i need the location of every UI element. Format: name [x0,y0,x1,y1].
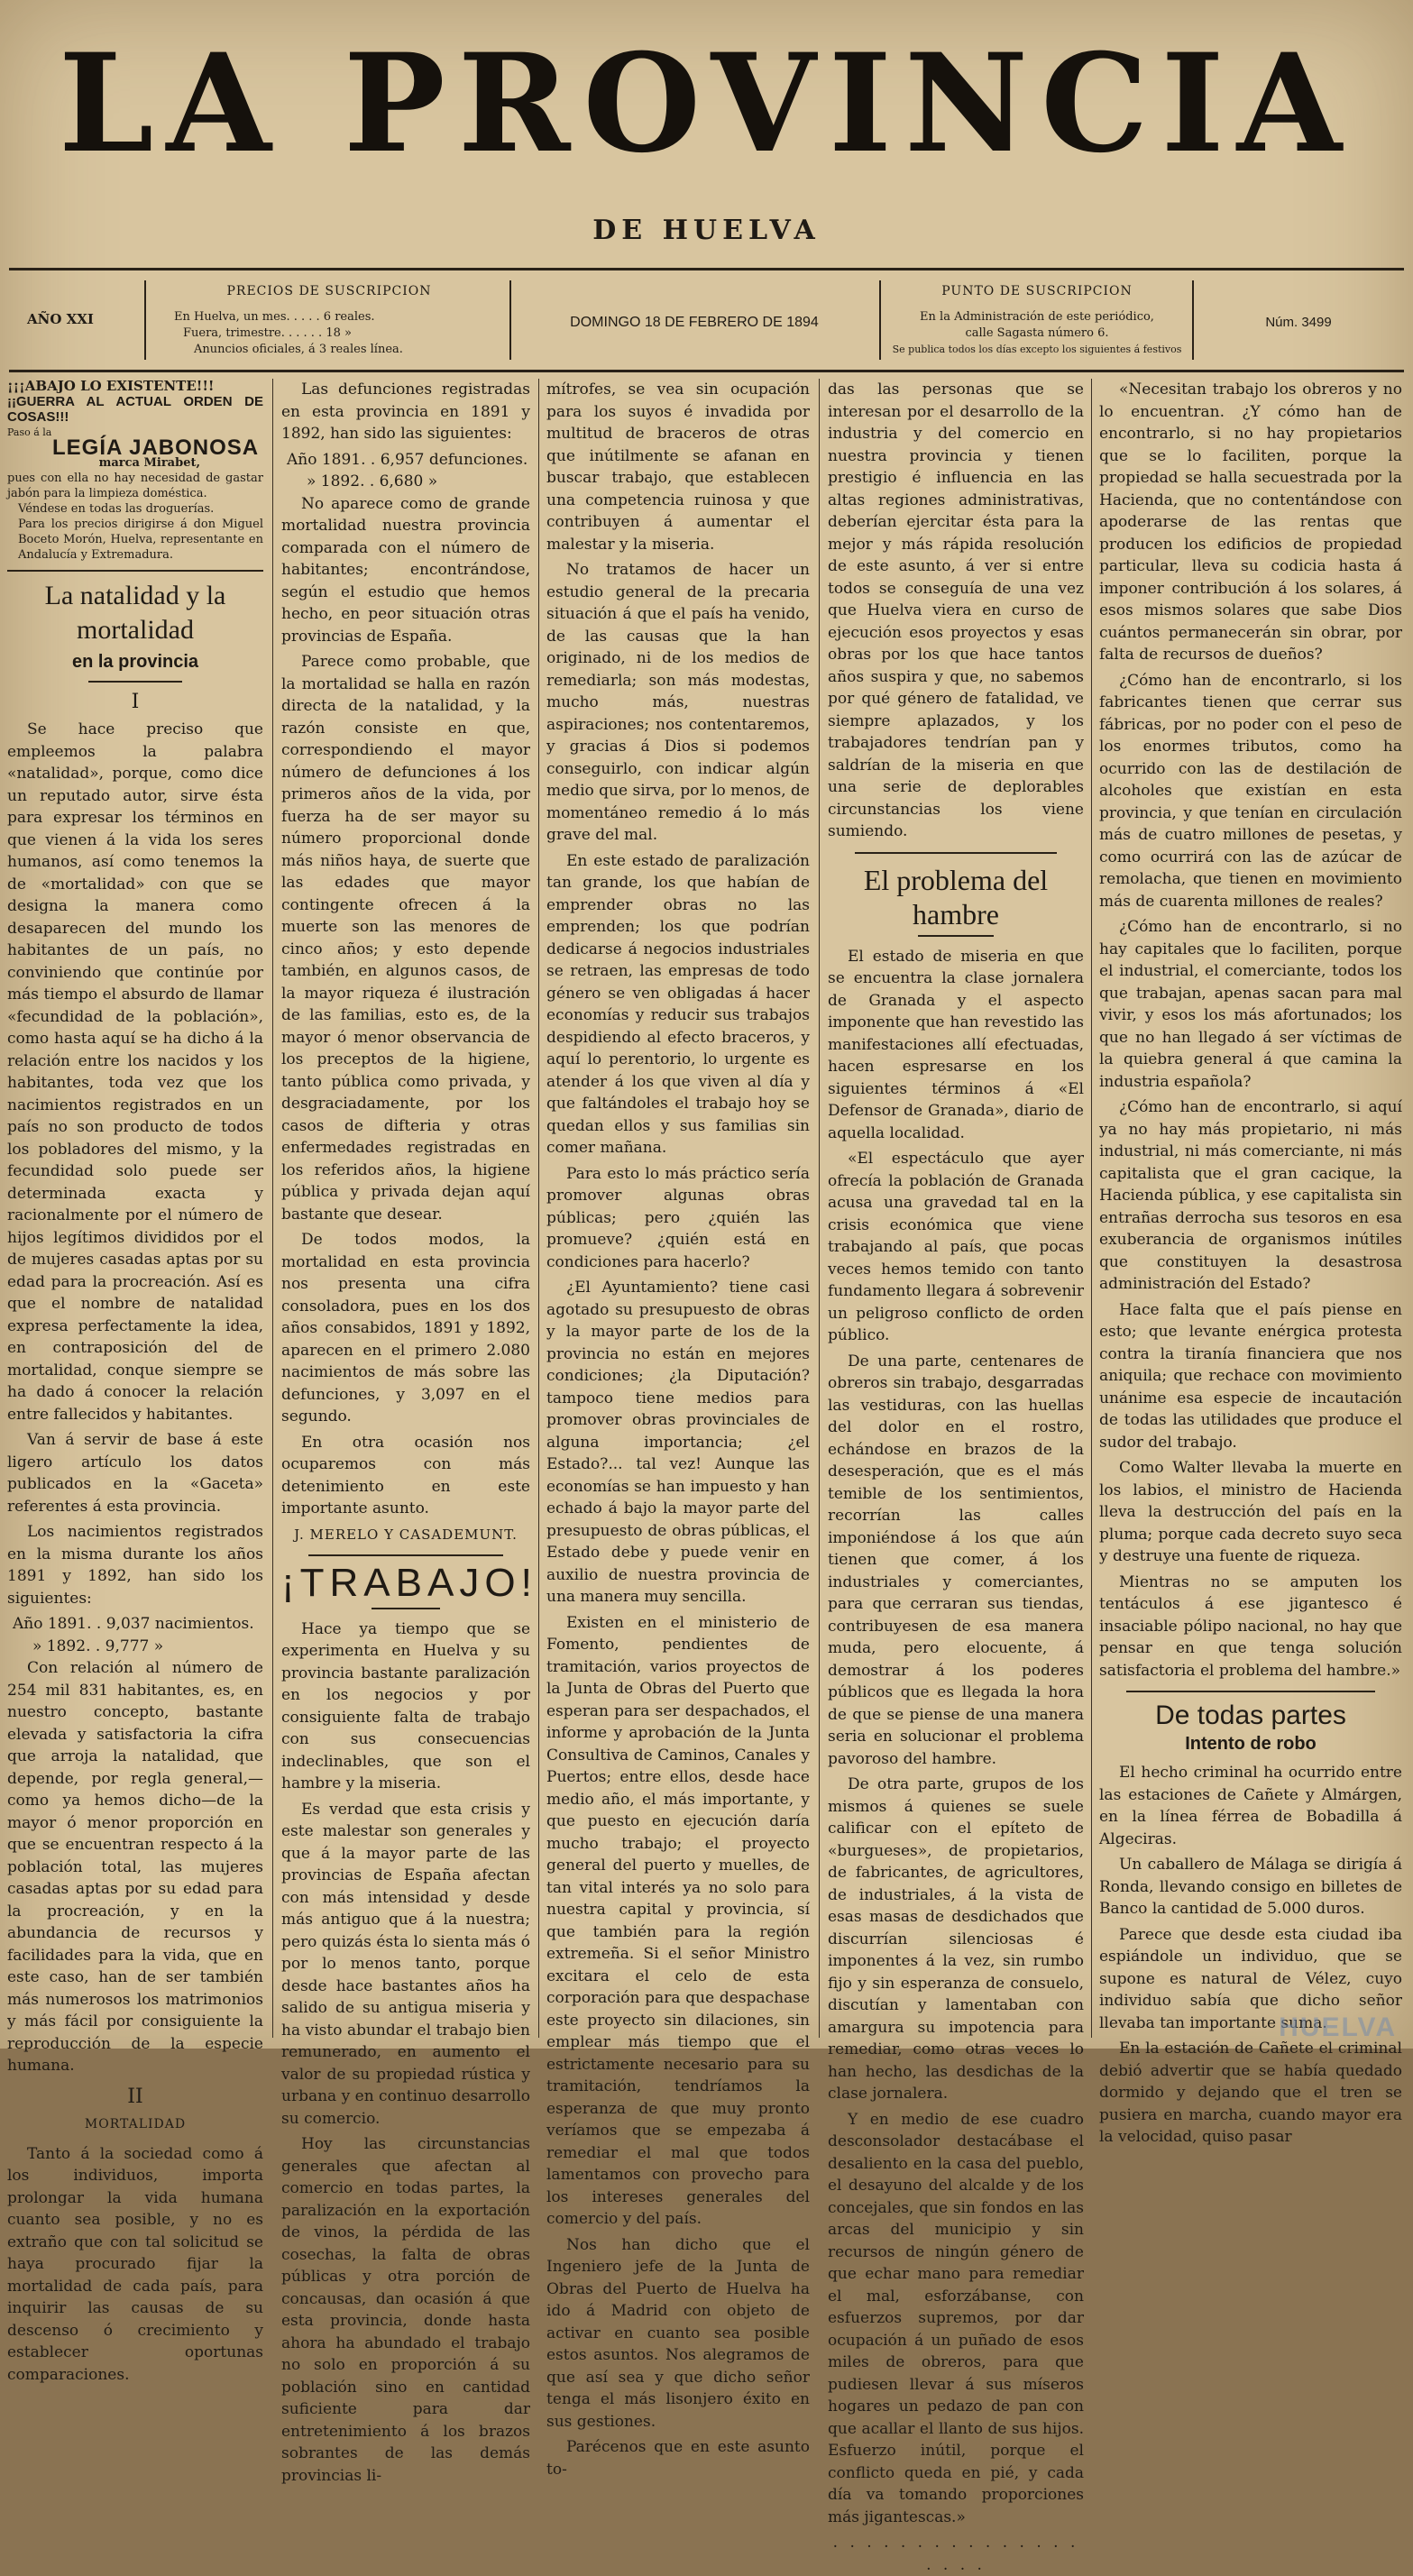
column-1 [7,378,263,2384]
info-divider [1192,280,1194,360]
subscription-bar [9,275,1404,365]
info-divider [144,280,146,360]
section-rule [1126,1691,1375,1692]
paragraph: El estado de miseria en que se encuentra la clase jornalera de Granada y el aspecto imponente que han revestido las manifestaciones allí efectuadas, hacen espresarse en los siguientes términos á «El Defensor de Granada», diario de aquella localidad. [828,947,1084,1142]
paragraph: No aparece como de grande mortalidad nuestra provincia comparada con el número de habitantes; encontrándose, según el estudio que hemos hecho, en peor situación otras provincias de España. [281,494,530,646]
paragraph: mítrofes, se vea sin ocupación para los suyos é invadida por multitud de braceros de otras que inútilmente se afanan en buscar trabajo, que establecen una competencia ruinosa y que contribuyen á aumentar el malestar y la miseria. [546,380,810,554]
paragraph: En la estación de Cañete el criminal debió advertir que se había quedado dormido y dejando que el tren se pusiera en marcha, cuando mayor era la velocidad, quiso pasar [1099,2040,1402,2146]
info-divider [879,280,881,360]
article-title-hambre: El problema del hambre [863,863,1049,930]
paragraph: «El espectáculo que ayer ofrecía la población de Granada acusa una gravedad tal en la crisis económica que viene trabajando al país, que pocas veces hemos temido con tanto fundamento llegara á sobrevenir un peligroso conflicto de orden público. [828,1150,1084,1344]
article-subtitle: en la provincia [71,652,199,672]
paragraph: ¿Cómo han de encontrarlo, si aquí ya no hay más propietario, ni más industrial, ni más comerciante, ni más capitalista que el gran cacique, la Hacienda pública, y ese capitalista sin entrañas derrocha sus tesoros en esa exuberancia de organismos inútiles que constituyen la desastrosa administración del Estado? [1099,1098,1402,1293]
paragraph: Nos han dicho que el Ingeniero jefe de la Junta de Obras del Puerto de Huelva ha ido á Madrid con objeto de activar en cuanto sea posible estos asuntos. Nos alegramos de que así sea y que dicho señor tenga el más lisonjero éxito en sus gestiones. [546,2235,810,2431]
section-numeral: II [127,2085,143,2108]
paragraph: Un caballero de Málaga se dirigía á Ronda, llevando consigo en billetes de Banco la cantidad de 5.000 duros. [1099,1856,1402,1918]
section-rule [308,1554,503,1556]
masthead-title: LA PROVINCIA [58,24,1355,183]
section-rule [7,570,263,572]
birth-stat-1892: » 1892. . 9,777 » [32,1636,164,1655]
paragraph: Para esto lo más práctico sería promover algunas obras públicas; pero ¿quién las promueve? ¿quién está en condiciones para hacerlo? [546,1164,810,1271]
paragraph: De todos modos, la mortalidad en esta provincia nos presenta una cifra consoladora, pues en los dos años consabidos, 1891 y 1892, aparecen en el primero 2.080 nacimientos de más sobre las defunciones, y 3,097 en el segundo. [281,1231,530,1426]
paragraph: ¿Cómo han de encontrarlo, si no hay capitales que lo faciliten, porque el industrial, el comerciante, todos los que trabajan, apenas sacan para mal vivir, y esos los más afortunados; los que no han llegado á ser víctimas de la quiebra general á que camina la industria española? [1099,918,1402,1091]
ad-text-2: Véndese en todas las droguerías. [18,502,215,516]
paragraph: Los nacimientos registrados en la misma durante los años 1891 y 1892, han sido los siguientes: [7,1523,263,1608]
column-5 [1099,379,1402,2146]
subscription-point-box [888,275,1186,365]
prices-line-3: Anuncios oficiales, á 3 reales línea. [194,343,403,356]
header-rule-bottom [9,370,1404,372]
prices-line-2: Fuera, trimestre. . . . . . 18 » [183,326,352,340]
ad-headline-1: ¡¡¡ABAJO LO EXISTENTE!!! [7,378,215,394]
paragraph: No tratamos de hacer un estudio general de la precaria situación á que el país ha venido, de las causas que la han originado, ni de los medios de remediarla; son más modestas, mucho más, nuestras aspiraciones; nos contentaremos, y gracias á Dios si podemos conseguirlo, con indicar algún medio que sirva, por lo menos, de momentáneo remedio á lo más grave del mal. [546,561,810,844]
paragraph: Parécenos que en este asunto to- [546,2438,810,2479]
paragraph: Van á servir de base á este ligero artículo los datos publicados en la «Gaceta» referentes á esta provincia. [7,1431,263,1516]
paragraph: Y en medio de ese cuadro desconsolador destacábase el desaliento en la casa del pueblo, el desayuno del alcalde y de los concejales, que sin fondos en las arcas del municipio y sin recursos de ningún género de que echar mano para remediar el mal, esforzábanse, con esfuerzos supremos, por dar ocupación á un puñado de esos miles de obreros, para que pudiesen llevar á sus míseros hogares un pedazo de pan con que acallar el llanto de sus hijos. Esfuerzo inútil, porque el conflicto queda en pié, y cada día va tomando proporciones más jigantescas.» [828,2110,1084,2526]
paragraph: «Necesitan trabajo los obreros y no lo encuentran. ¿Y cómo han de encontrarlo, si no hay propietarios que se lo faciliten, porque la propiedad se halla secuestrada por la Hacienda, que no contentándose con apoderarse de las rentas que producen los edificios de propiedad particular, lleva su codicia hasta á imponer contribución á los solares, á esos mismos solares que sabe Dios cuántos permanecerán sin obrar, por falta de recursos de dueños? [1099,380,1402,664]
prices-line-1: En Huelva, un mes. . . . . 6 reales. [174,310,375,324]
paragraph: Las defunciones registradas en esta provincia en 1891 y 1892, han sido las siguientes: [281,380,530,443]
section-title-de-todas-partes: De todas partes [1155,1701,1346,1730]
point-line-2: calle Sagasta número 6. [965,326,1109,340]
paragraph: En otra ocasión nos ocuparemos con más detenimiento en este importante asunto. [281,1433,530,1517]
point-line-1: En la Administración de este periódico, [920,310,1154,324]
section-rule [918,935,994,937]
paragraph: Hace falta que el país piense en esto; que levante enérgica protesta contra la tiranía financiera que nos aniquila; que rechace con movimiento unánime esa especie de incautación de todas las utilidades que produce el sudor del trabajo. [1099,1300,1402,1452]
paragraph: De otra parte, grupos de los mismos á quienes se suele calificar con el epíteto de «burgueses», de propietarios, de fabricantes, de agricultores, de industriales, á la vista de esas masas de desdichados que discurrían silenciosas é imponentes á la vez, sin rumbo fijo y sin esperanza de consuelo, discutían y lamentaban con amargura su impotencia para remediar, como otras veces lo han hecho, las desdichas de la clase jornalera. [828,1775,1084,2103]
soap-advertisement [7,379,263,563]
section-rule [88,681,182,683]
paragraph: Mientras no se amputen los tentáculos á ese jigantesco é insaciable pólipo nacional, no hay que pensar en que tenga solución satisfactoria el problema del hambre.» [1099,1572,1402,1680]
section-rule [372,1608,440,1609]
masthead-subtitle: DE HUELVA [592,215,821,246]
ad-maker: marca Mirabet, [98,456,200,470]
paragraph: En este estado de paralización tan grande, los que habían de emprender obras no las emprenden; los que podrían dedicarse á negocios industriales se retraen, las empresas de todo género se ven obligadas á hacer economías y reducir sus trabajos despidiendo al efecto braceros, y aquí lo perentorio, lo urgente es atender á los que viven al día y que faltándoles el trabajo hoy se quedan ellos y sus familias sin comer mañana. [546,851,810,1157]
paragraph: De una parte, centenares de obreros sin trabajo, desgarradas las vestiduras, con las huellas del dolor en el rostro, echándose en brazos de la desesperación, que es el más temible de los sentimientos, recorrían las calles imponiéndose á los que aún tienen que comer, á los industriales y comerciantes, para que cerraran sus tiendas, contribuyesen de esa manera muda, pero elocuente, á demostrar á los poderes públicos que es llegada la hora de que se piense de una manera seria en solucionar el problema pavoroso del hambre. [828,1352,1084,1768]
prices-title: PRECIOS DE SUSCRIPCION [226,284,432,298]
issue-number: Núm. 3499 [1265,315,1332,330]
paragraph: El hecho criminal ha ocurrido entre las estaciones de Cañete y Almárgen, en la línea férrea de Bobadilla á Algeciras. [1099,1764,1402,1848]
item-title-intento-de-robo: Intento de robo [1185,1733,1317,1754]
column-4 [828,379,1084,2574]
paragraph: Con relación al número de 254 mil 831 habitantes, es, en nuestro concepto, bastante elevada y satisfactoria la cifra que arroja la natalidad, que depende, por regla general,—como ya hemos dicho—de la mayor ó menor proporción en que se encuentran respecto á la población total, las mujeres casadas aptas por su edad para la procreación, y en la abundancia de recursos y facilidades para la vida, que en este caso, han de ser también más numerosos los matrimonios y más fácil por consiguiente la reproducción de la especie humana. [7,1659,263,2075]
ad-headline-2: ¡¡GUERRA AL ACTUAL ORDEN DE COSAS!!! [7,394,263,425]
prices-box [158,275,500,365]
paragraph: das las personas que se interesan por el desarrollo de la industria y del comercio en nuestra provincia y tienen prestigio é influencia en las altas regiones administrativas, deberían ejercitar ésta para la mejor y más rápida resolución de este asunto, á ver si entre todos se conseguía de una vez que Huelva viera en curso de ejecución esos proyectos y esas obras por los que hace tantos años suspira y que, no sabemos por qué género de fatalidad, ve siempre aplazados, y los trabajadores tendrían pan y saldrían de la miseria en que una serie de deplorables circunstancias los viene sumiendo. [828,380,1084,840]
paragraph: Es verdad que esta crisis y este malestar son generales y que á la mayor parte de las provincias de España afectan con más intensidad y desde más antiguo que á la nuestra; pero quizás ésta lo sienta más ó por lo menos tanto, porque desde hace bastantes años ha salido de su antigua miseria y ha visto abundar el trabajo bien remunerado, en aumento el valor de su propiedad rústica y urbana y en continuo desarrollo su comercio. [281,1800,530,2128]
section-rule [855,852,1057,854]
article-columns [0,378,1413,2574]
paragraph: Tanto á la sociedad como á los individuos, importa prolongar la vida humana cuanto sea posible, y no es extraño que con tal solicitud se haya procurado fijar la mortalidad de cada país, para inquirir las causas de su descenso ó crecimiento y establecer oportunas comparaciones. [7,2144,263,2384]
author-signature: J. MERELO Y CASADEMUNT. [294,1526,518,1543]
ad-lead-in: Paso á la [7,426,52,438]
paragraph: Se hace preciso que empleemos la palabra «natalidad», porque, como dice un reputado autor, sirve ésta para expresar los términos en que vienen á la vida los seres humanos, así como tenemos la de «mortalidad» con que se designa la manera como desaparecen del mundo los habitantes de un país, no conviniendo que continúe por más tiempo el absurdo de llamar «fecundidad de la población», como hasta aquí se ha dicho á la relación entre los nacidos y los habitantes, toda vez que los nacimientos registrados en un país no son producto de todos los pobladores del mismo, y la fecundidad solo puede ser determinada exacta y racionalmente por el número de hijos legítimos divididos por el de mujeres casadas aptas por su edad para la procreación. Así es que el nombre de natalidad expresa perfectamente la idea, en contraposición del de mortalidad, conque siempre se ha dado á conocer la relación entre fallecidos y habitantes. [7,720,263,1424]
ellipsis-line: . . . . . . . . . . . . . . . . . . . [832,2534,1079,2574]
ad-text-3: Para los precios dirigirse á don Miguel Boceto Morón, Huelva, representante en Andalucía y Extremadura. [18,518,263,562]
article-title-trabajo: ¡TRABAJO! [281,1561,537,1605]
ad-brand: LEGÍA JABONOSA [52,435,260,460]
point-line-3: Se publica todos los días excepto los siguientes á festivos [892,344,1182,355]
issue-date: DOMINGO 18 DE FEBRERO DE 1894 [570,315,819,330]
paragraph: Hace ya tiempo que se experimenta en Huelva y su provincia bastante paralización en los negocios y por consiguiente falta de trabajo con sus consecuencias indeclinables, que son el hambre y la miseria. [281,1619,530,1792]
column-2 [281,379,537,2485]
archive-watermark-logo: HUELVA [1279,2012,1397,2042]
ad-text-1: pues con ella no hay necesidad de gastar jabón para la limpieza doméstica. [7,472,263,500]
paragraph: Parece como probable, que la mortalidad se halla en razón directa de la natalidad, y la razón consiste en que, correspondiendo el mayor número de defunciones á los primeros años de la vida, por fuerza ha de ser mayor su número proporcional donde más niños haya, de suerte que las edades que mayor contingente ofrecen á la muerte son las menores de cinco años; y esto depende también, en algunos casos, de la mayor riqueza é ilustración de las familias, esto es, de la mayor ó menor observancia de los preceptos de la higiene, tanto pública como privada, y desgraciadamente, por los casos de difteria y otras enfermedades registradas en los referidos años, la higiene pública y privada dejan aquí bastante que desear. [281,653,530,1224]
section-label: MORTALIDAD [84,2117,187,2131]
paragraph: Como Walter llevaba la muerte en los labios, el ministro de Hacienda lleva la destrucción del país en la pluma; porque cada decreto suyo seca y destruye una fuente de riqueza. [1099,1459,1402,1565]
paragraph: Parece que desde esta ciudad iba espiándole un individuo, que se supone es natural de Vélez, cuyo individuo sabía que dicho señor llevaba tan importante suma. [1099,1925,1402,2032]
birth-stat-1891: Año 1891. . 9,037 nacimientos. [13,1615,254,1633]
point-title: PUNTO DE SUSCRIPCION [941,284,1133,298]
death-stat-1891: Año 1891. . 6,957 defunciones. [287,450,528,469]
paragraph: Hoy las circunstancias generales que afectan al comercio en todas partes, la paralización en la exportación de vinos, la pérdida de las cosechas, la falta de obras públicas y otra porción de concausas, dan ocasión á que esta provincia, donde hasta ahora ha abundado el trabajo no solo en proporción á su población sino en cantidad suficiente para dar entretenimiento á los brazos sobrantes de las demás provincias li- [281,2135,530,2485]
column-3 [546,379,810,2479]
paragraph: Existen en el ministerio de Fomento, pendientes de tramitación, varios proyectos de la Junta de Obras del Puerto que esperan para ser despachados, el informe y aprobación de la Junta Consultiva de Caminos, Canales y Puertos; entre ellos, desde hace medio año, el más importante, y que puesto en ejecución daría mucho trabajo; el proyecto general del puerto y muelles, de tan vital interés ya no solo para nuestra capital y provincia, sí que también para la región extremeña. Si el señor Ministro excitara el celo de esta corporación para que despachase este proyecto sin dilaciones, sin emplear más tiempo que el estrictamente necesario para su tramitación, tendríamos la esperanza de que muy pronto veríamos que se empezaba á remediar el mal que todos lamentamos con provecho para los intereses generales del comercio y del país. [546,1613,810,2228]
header-rule-top [9,268,1404,270]
death-stat-1892: » 1892. . 6,680 » [307,472,438,490]
year-label: AÑO XXI [27,311,94,327]
paragraph: ¿El Ayuntamiento? tiene casi agotado su presupuesto de obras y la mayor parte de los de la provincia no están en mejores condiciones; ¿la Diputación? tampoco tiene medios para promover obras provinciales de alguna importancia; ¿el Estado?... tal vez! Aunque las economías se han impuesto y han echado á bajo la mayor parte del presupuesto de obras públicas, el Estado debe y puede venir en auxilio de nuestra provincia de una manera muy sencilla. [546,1279,810,1606]
article-title-natalidad: La natalidad y la mortalidad [44,581,226,645]
section-numeral: I [131,690,140,713]
paragraph: ¿Cómo han de encontrarlo, si los fabricantes tienen que cerrar sus fábricas, por no poder con el peso de los enormes tributos, como ha ocurrido con las de destilación de alcoholes que existían en esta provincia, y que tenían en circulación más de cuatro millones de pesetas, y como ocurrirá con las de azúcar de remolacha, que tienen en movimiento más de cuarenta millones de reales? [1099,671,1402,911]
info-divider [509,280,511,360]
